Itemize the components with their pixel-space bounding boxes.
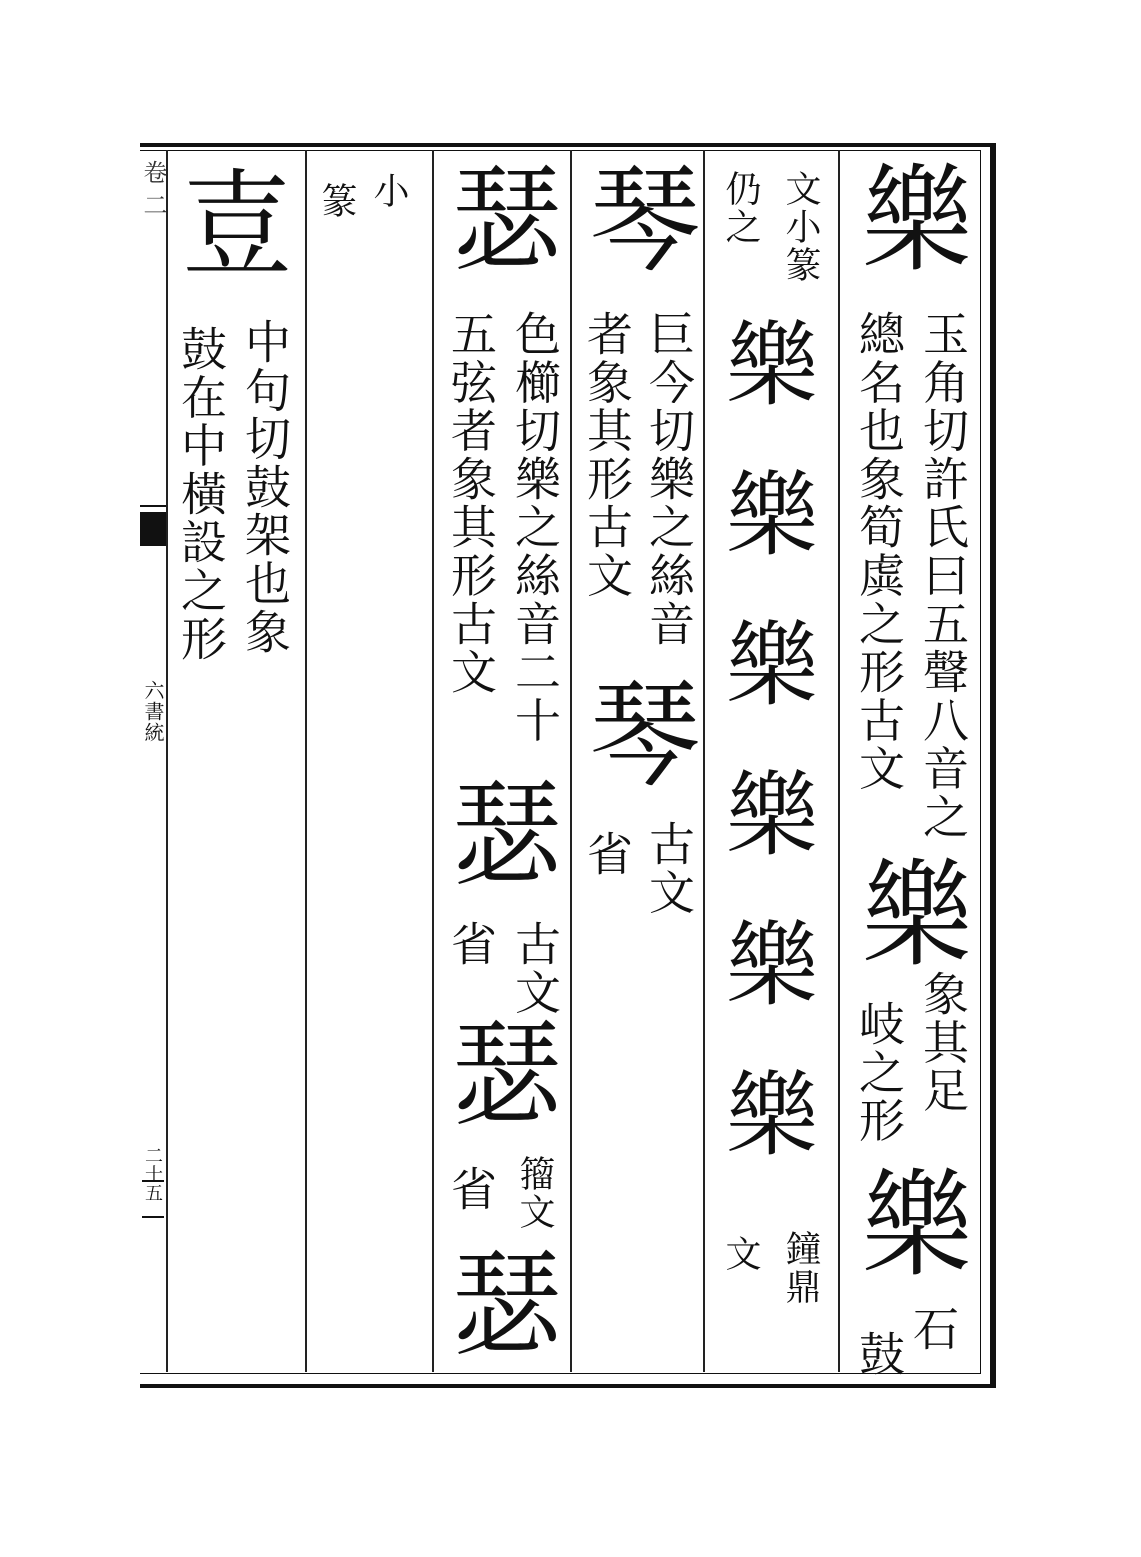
seal-character: 樂 (862, 1157, 972, 1293)
commentary-text: 色櫛切樂之絲音二十 (508, 310, 562, 745)
commentary-text: 象其足 (916, 970, 970, 1115)
seal-character: 琴 (590, 667, 700, 803)
seal-character: 瑟 (452, 1237, 562, 1373)
margin-top-mark: 卷二 (139, 160, 167, 225)
commentary-text: 古文 (642, 820, 696, 917)
column-rule (570, 150, 572, 1372)
seal-character: 琴 (590, 152, 700, 288)
commentary-text: 五弦者象其形古文 (444, 310, 498, 697)
column-rule (432, 150, 434, 1372)
commentary-text: 古文 (508, 920, 562, 1017)
fold-band (140, 512, 166, 546)
seal-character: 樂 (862, 847, 972, 983)
seal-variant: 樂 (726, 612, 819, 719)
commentary-text: 鼓在中橫設之形 (174, 325, 228, 664)
commentary-text: 文 (720, 1235, 761, 1273)
commentary-text: 總名也象筍虡之形古文 (852, 310, 906, 793)
seal-variant: 樂 (726, 762, 819, 869)
commentary-text: 籀文 (514, 1155, 555, 1231)
seal-variant: 樂 (726, 312, 819, 419)
column-rule (305, 150, 307, 1372)
commentary-text: 者象其形古文 (580, 310, 634, 600)
column-rule (838, 150, 840, 1372)
commentary-text: 省 (444, 920, 498, 969)
commentary-text: 篆 (316, 182, 357, 220)
commentary-text: 巨今切樂之絲音 (642, 310, 696, 649)
commentary-text: 石 (906, 1305, 960, 1354)
seal-character: 瑟 (452, 767, 562, 903)
commentary-text: 中句切鼓架也象 (238, 318, 292, 657)
seal-character: 瑟 (452, 152, 562, 288)
commentary-text: 文小篆 (780, 170, 821, 284)
commentary-text: 小 (368, 172, 409, 210)
commentary-text: 岐之形 (852, 1000, 906, 1145)
commentary-text: 省 (580, 830, 634, 879)
seal-variant: 樂 (726, 1062, 819, 1169)
seal-variant: 樂 (726, 912, 819, 1019)
seal-character: 瑟 (452, 1007, 562, 1143)
commentary-text: 鐘鼎 (780, 1230, 821, 1306)
column-rule (703, 150, 705, 1372)
margin-book-title: 六書統 (141, 680, 165, 743)
seal-character: 樂 (862, 152, 972, 288)
margin-page-number: 二十五 (142, 1146, 163, 1203)
seal-variant: 樂 (726, 462, 819, 569)
fold-line (140, 505, 166, 507)
seal-character: 壴 (182, 157, 292, 293)
commentary-text: 省 (444, 1165, 498, 1214)
commentary-text: 玉角切許氏曰五聲八音之 (916, 310, 970, 842)
column-rule (166, 150, 168, 1372)
commentary-text: 仍之 (720, 170, 761, 246)
commentary-text: 鼓 (852, 1330, 906, 1379)
